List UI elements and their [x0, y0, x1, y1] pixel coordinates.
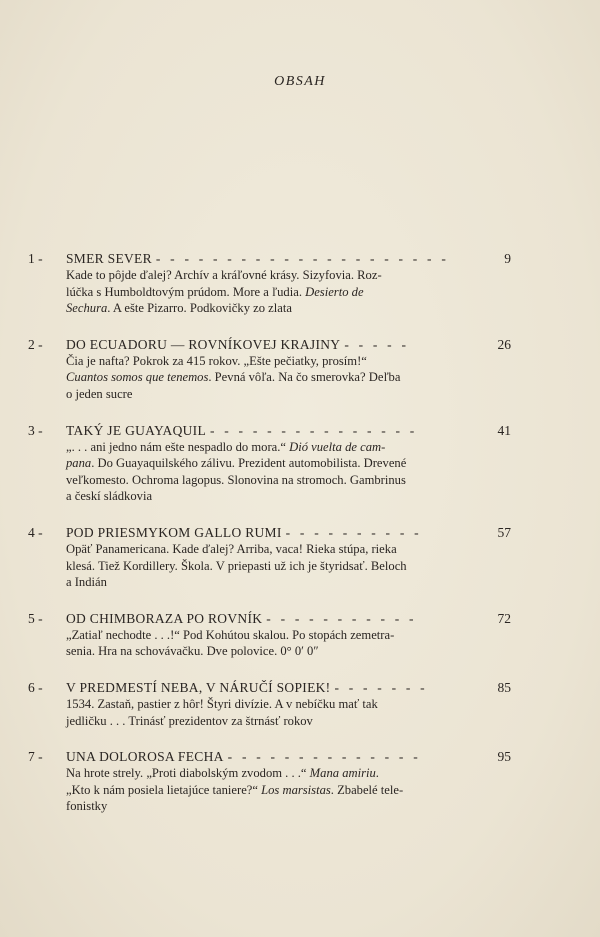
leader-dashes: - - - - - - - - - - — [285, 524, 422, 540]
chapter-summary: Na hrote strely. „Proti diabolským zvodom . . .“ Mana amiriu. „Kto k nám posiela lietajúce taniere?“ Los marsistas. Zbabelé tele- fonistky — [66, 766, 404, 814]
chapter-number: 7 - — [28, 749, 43, 765]
toc-entry — [28, 679, 511, 729]
chapter-number: 6 - — [28, 679, 43, 695]
chapter-summary: Čia je nafta? Pokrok za 415 rokov. „Ešte pečiatky, prosím!“ Cuantos somos que tenemos. Pevná vôľa. Na čo smerovka? Deľba o jeden sucre — [66, 353, 401, 401]
chapter-summary: „. . . ani jedno nám ešte nespadlo do mora.“ Dió vuelta de cam- pana. Do Guayaquilského zálivu. Prezident automobilista. Drevené veľkomesto. Ochroma lagopus. Slonovina na stromoch. Gambrinus a českí sládkovia — [66, 439, 407, 504]
page-number: 9 — [504, 251, 511, 266]
toc-entry — [28, 336, 511, 403]
chapter-number: 2 - — [28, 336, 43, 352]
chapter-title: DO ECUADORU — ROVNÍKOVEJ KRAJINY — [66, 336, 341, 352]
toc-entry — [28, 422, 511, 505]
leader-dashes: - - - - - - - - - - - - - - - - - - - - - — [155, 251, 450, 266]
page-number: 72 — [497, 610, 511, 626]
leader-dashes: - - - - - - - - - - - - - - - — [210, 422, 418, 438]
chapter-summary: 1534. Zastaň, pastier z hôr! Štyri divízie. A v nebíčku mať tak jedličku . . . Trinásť prezidentov za štrnásť rokov — [66, 696, 378, 728]
toc-entry — [28, 610, 511, 660]
toc-entry — [28, 748, 511, 815]
chapter-title: SMER SEVER — [66, 251, 152, 266]
chapter-summary: Opäť Panamericana. Kade ďalej? Arriba, vaca! Rieka stúpa, rieka klesá. Tiež Kordillery. Škola. V priepasti už ich je štyridsať. Beloch a Indián — [66, 541, 407, 590]
page-number: 95 — [497, 749, 511, 765]
page-number: 26 — [497, 336, 511, 352]
chapter-number: 5 - — [28, 610, 43, 626]
toc-entry — [28, 250, 511, 317]
page-number: 41 — [497, 422, 511, 438]
page-number: 85 — [497, 679, 511, 695]
chapter-title: OD CHIMBORAZA PO ROVNÍK — [66, 610, 263, 626]
leader-dashes: - - - - - - - — [334, 679, 428, 695]
chapter-title: V PREDMESTÍ NEBA, V NÁRUČÍ SOPIEK! — [66, 679, 331, 695]
leader-dashes: - - - - - - - - - - - — [266, 610, 417, 626]
chapter-summary: Kade to pôjde ďalej? Archív a kráľovné krásy. Sizyfovia. Roz- lúčka s Humboldtovým prúdom. More a ľudia. Desierto de Sechura. A ešte Pizarro. Podkovičky zo zlata — [66, 268, 382, 316]
chapter-title: TAKÝ JE GUAYAQUIL — [66, 422, 207, 438]
chapter-number: 3 - — [28, 422, 43, 438]
chapter-summary: „Zatiaľ nechodte . . .!“ Pod Kohútou skalou. Po stopách zemetra- senia. Hra na schovávačku. Dve polovice. 0° 0′ 0″ — [66, 627, 395, 659]
leader-dashes: - - - - - — [344, 336, 410, 352]
chapter-number: 1 - — [28, 251, 43, 266]
chapter-title: UNA DOLOROSA FECHA — [66, 749, 224, 765]
table-of-contents — [28, 250, 511, 834]
chapter-title: POD PRIESMYKOM GALLO RUMI — [66, 524, 282, 540]
page-title: OBSAH — [274, 74, 326, 89]
chapter-number: 4 - — [28, 524, 43, 540]
page-number: 57 — [497, 524, 511, 540]
toc-entry — [28, 524, 511, 591]
leader-dashes: - - - - - - - - - - - - - - — [227, 749, 421, 765]
